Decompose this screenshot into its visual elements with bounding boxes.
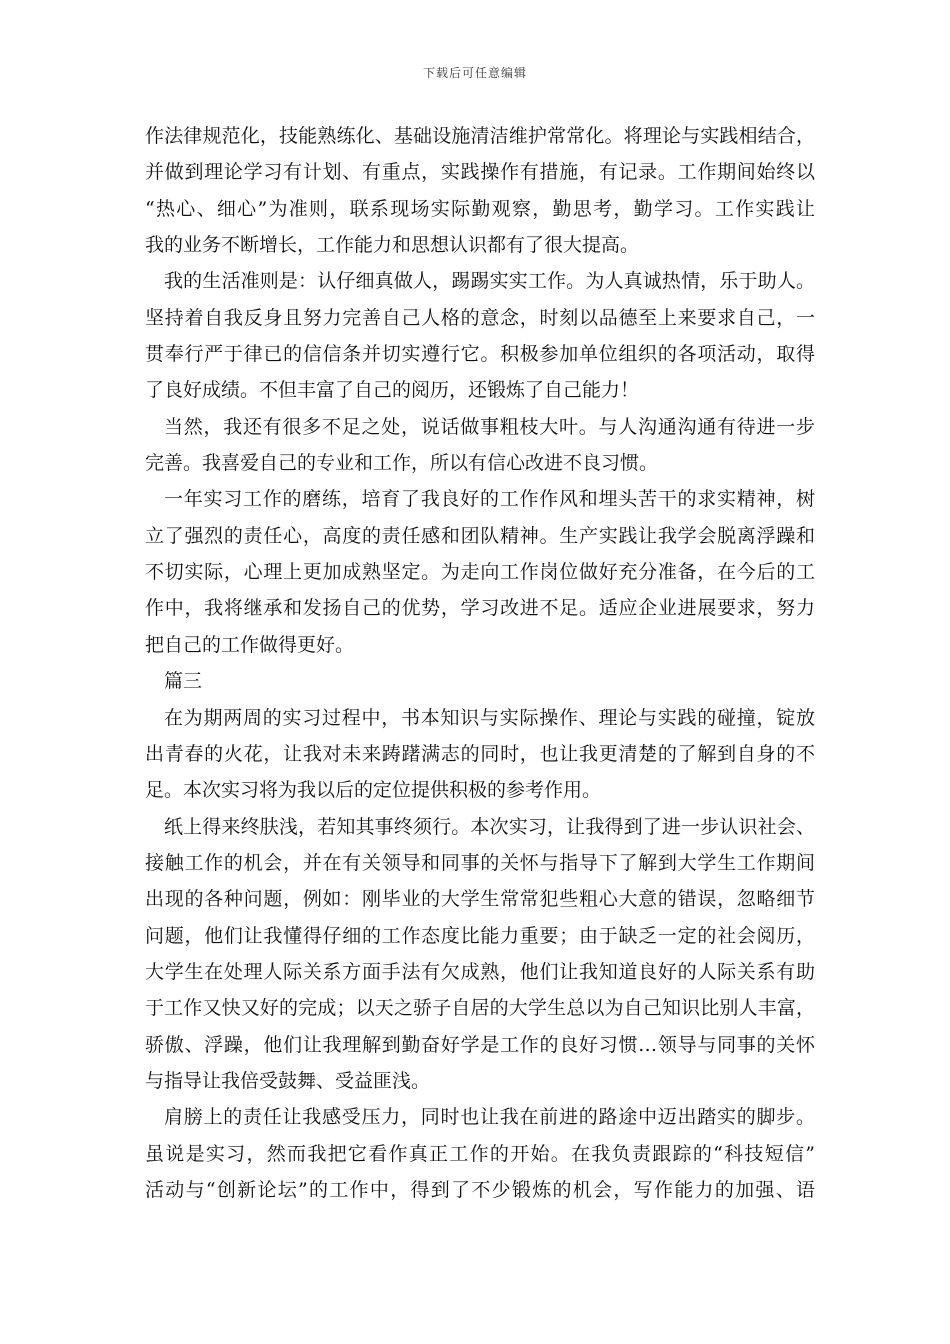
page-header: 下载后可任意编辑: [422, 66, 527, 80]
text-line: 纸上得来终肤浅，若知其事终须行。本次实习，让我得到了进一步认识社会、: [164, 815, 815, 838]
text-line: 活动与“创新论坛”的工作中，得到了不少锻炼的机会，写作能力的加强、语: [145, 1178, 815, 1201]
text-line: 骄傲、浮躁，他们让我理解到勤奋好学是工作的良好习惯…领导与同事的关怀: [145, 1033, 815, 1056]
document-body: [145, 118, 815, 1208]
text-line: 出现的各种问题，例如：刚毕业的大学生常常犯些粗心大意的错误，忽略细节: [145, 888, 815, 911]
text-line: 立了强烈的责任心，高度的责任感和团队精神。生产实践让我学会脱离浮躁和: [145, 524, 815, 547]
text-line: 不切实际，心理上更加成熟坚定。为走向工作岗位做好充分准备，在今后的工: [145, 561, 815, 584]
text-line: 足。本次实习将为我以后的定位提供积极的参考作用。: [145, 779, 602, 802]
text-line: “热心、细心”为准则，联系现场实际勤观察，勤思考，勤学习。工作实践让: [145, 197, 815, 220]
text-line: 出青春的火花，让我对未来踌躇满志的同时，也让我更清楚的了解到自身的不: [145, 742, 815, 765]
text-line: 篇三: [164, 670, 203, 693]
text-line: 把自己的工作做得更好。: [145, 633, 355, 656]
text-line: 问题，他们让我懂得仔细的工作态度比能力重要；由于缺乏一定的社会阅历，: [145, 924, 815, 947]
text-line: 当然，我还有很多不足之处，说话做事粗枝大叶。与人沟通沟通有待进一步: [164, 415, 815, 438]
text-line: 接触工作的机会，并在有关领导和同事的关怀与指导下了解到大学生工作期间: [145, 851, 815, 874]
text-line: 我的业务不断增长，工作能力和思想认识都有了很大提高。: [145, 234, 640, 257]
text-line: 坚持着自我反身且努力完善自己人格的意念，时刻以品德至上来要求自己，一: [145, 306, 815, 329]
text-line: 大学生在处理人际关系方面手法有欠成熟，他们让我知道良好的人际关系有助: [145, 960, 815, 983]
text-line: 肩膀上的责任让我感受压力，同时也让我在前进的路途中迈出踏实的脚步。: [164, 1106, 815, 1129]
text-line: 并做到理论学习有计划、有重点，实践操作有措施，有记录。工作期间始终以: [145, 161, 815, 184]
text-line: 完善。我喜爱自己的专业和工作，所以有信心改进不良习惯。: [145, 452, 659, 475]
text-line: 于工作又快又好的完成；以天之骄子自居的大学生总以为自己知识比别人丰富，: [145, 997, 815, 1020]
text-line: 了良好成绩。不但丰富了自己的阅历，还锻炼了自己能力！: [145, 379, 640, 402]
text-line: 在为期两周的实习过程中，书本知识与实际操作、理论与实践的碰撞，锭放: [164, 706, 815, 729]
text-line: 贯奉行严于律已的信信条并切实遵行它。积极参加单位组织的各项活动，取得: [145, 343, 815, 366]
text-line: 一年实习工作的磨练，培育了我良好的工作作风和埋头苦干的求实精神，树: [164, 488, 815, 511]
text-line: 与指导让我倍受鼓舞、受益匪浅。: [145, 1069, 431, 1092]
text-line: 作法律规范化，技能熟练化、基础设施清洁维护常常化。将理论与实践相结合，: [145, 125, 815, 147]
text-line: 我的生活准则是：认仔细真做人，踢踢实实工作。为人真诚热情，乐于助人。: [164, 270, 815, 293]
text-line: 虽说是实习，然而我把它看作真正工作的开始。在我负责跟踪的“科技短信”: [145, 1142, 815, 1165]
text-line: 作中，我将继承和发扬自己的优势，学习改进不足。适应企业进展要求，努力: [145, 597, 815, 620]
